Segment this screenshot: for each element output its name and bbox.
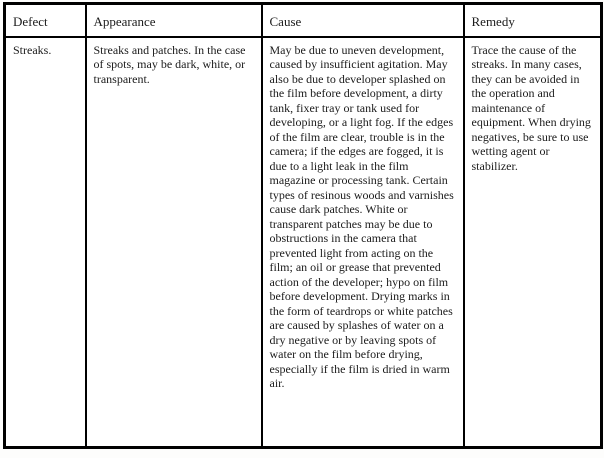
table-row xyxy=(5,37,602,448)
header-cell-remedy: Remedy xyxy=(464,4,602,37)
header-cell-appearance: Appearance xyxy=(86,4,262,37)
header-cell-cause: Cause xyxy=(262,4,464,37)
cell-defect: Streaks. xyxy=(5,37,86,448)
cell-remedy: Trace the cause of the streaks. In many cases, they can be avoided in the operation and maintenance of equipment. When drying negatives, be sure to use wetting agent or stabilizer. xyxy=(464,37,602,448)
header-cell-defect: Defect xyxy=(5,4,86,37)
cell-cause: May be due to uneven development, caused by insufficient agitation. May also be due to developer splashed on the film before development, a dirty tank, fixer tray or tank used for developing, or a light fog. If the edges of the film are clear, trouble is in the camera; if the edges are fogged, it is due to a light leak in the film magazine or processing tank. Certain types of resinous woods and varnishes cause dark patches. White or transparent patches may be due to obstructions in the camera that prevented light from acting on the film; an oil or grease that prevented action of the developer; hypo on film before development. Drying marks in the form of teardrops or white patches are caused by splashes of water on a dry negative or by leaving spots of water on the film before drying, especially if the film is dried in warm air. xyxy=(262,37,464,448)
cell-appearance: Streaks and patches. In the case of spots, may be dark, white, or transparent. xyxy=(86,37,262,448)
header-row xyxy=(5,4,602,37)
defects-table xyxy=(3,2,603,449)
